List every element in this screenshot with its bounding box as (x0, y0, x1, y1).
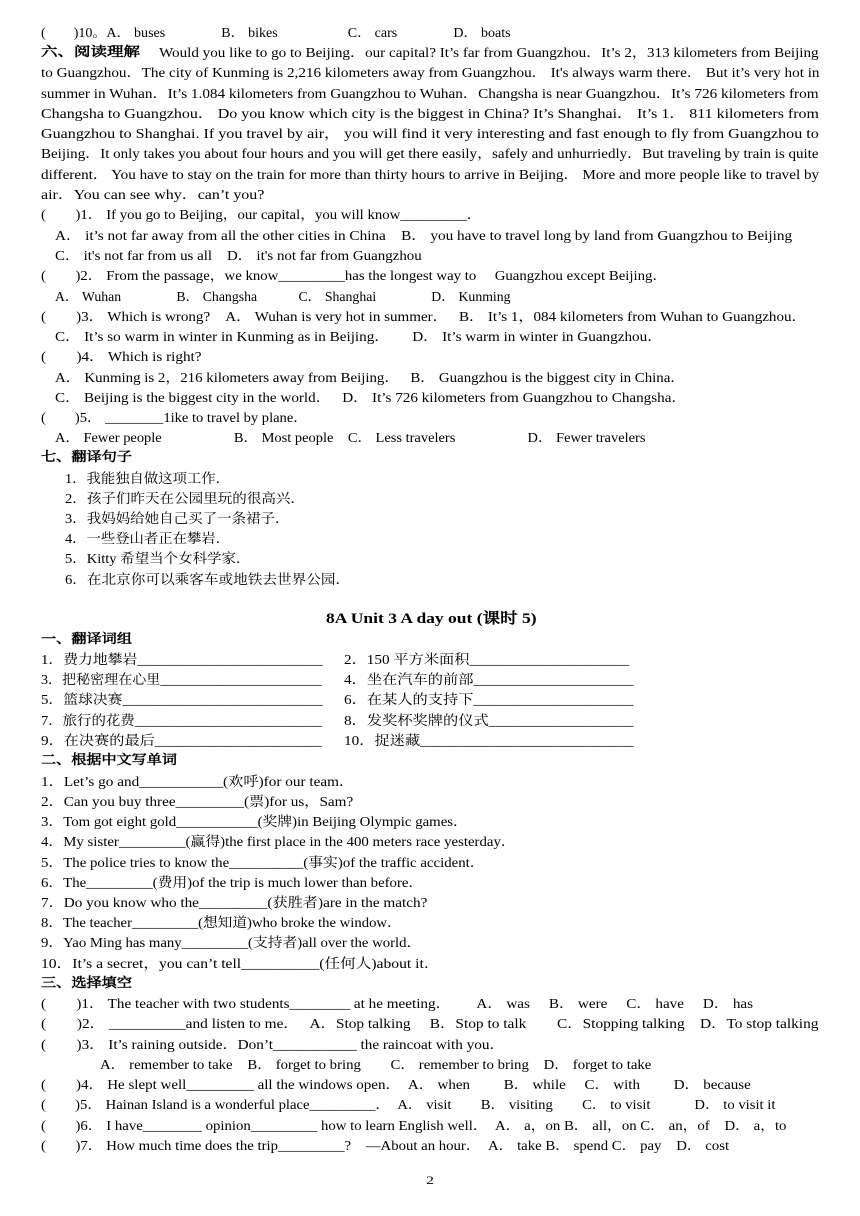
reading-q5-options: A． Fewer people B． Most people C． Less travelers D． Fewer travelers (55, 430, 646, 445)
part-1-heading: 一、翻译词组 (41, 632, 133, 647)
phrase-3: 3．把秘密理在心里_______________________ (41, 672, 322, 687)
reading-question-2: ( )2． From the passage，we know_________has the longest way to Guangzhou except Beijing． (41, 268, 668, 283)
unit-title: 8A Unit 3 A day out (课时 5) (326, 611, 537, 627)
translate-sentence-1: 1．我能独自做这项工作． (65, 471, 230, 486)
phrase-10: 10．捉迷藏____________________________ (344, 733, 634, 748)
phrase-1: 1．费力地攀岩_________________________ (41, 652, 323, 667)
passage-line-7: different． You have to stay on the train for more than thirty hours to arrive in Beijing． More and more people like to travel by (41, 167, 820, 182)
word-fill-3: 3．Tom got eight gold___________(奖牌)in Beijing Olympic games． (41, 814, 468, 829)
word-fill-5: 5．The police tries to know the__________(事实)of the traffic accident． (41, 855, 485, 870)
reading-question-5: ( )5． ________1ike to travel by plane． (41, 410, 308, 425)
translate-sentence-5: 5．Kitty 希望当个女科学家． (65, 551, 251, 566)
choice-question-1: ( )1． The teacher with two students________ at he meeting． A． was B． were C． have D． has (41, 996, 754, 1011)
choice-question-7: ( )7． How much time does the trip_________? —About an hour． A． take B． spend C． pay D． cost (41, 1138, 730, 1153)
q10-options-line: ( )10。A． buses B． bikes C． cars D． boats (41, 25, 511, 40)
passage-line-6: Beijing．It only takes you about four hours and you will get there easily，safely and unhurriedly．But traveling by train is quite (41, 146, 819, 161)
passage-line-4: Changsha to Guangzhou． Do you know which city is the biggest in China? It’s Shanghai． It’s 1． 811 kilometers from (41, 106, 819, 121)
reading-question-3: ( )3． Which is wrong? A． Wuhan is very hot in summer． B． It’s 1，084 kilometers from Wuhan to Guangzhou． (41, 309, 807, 324)
word-fill-8: 8．The teacher_________(想知道)who broke the window． (41, 915, 402, 930)
reading-q4-options-ab: A． Kunming is 2，216 kilometers away from Beijing． B． Guangzhou is the biggest city in China． (55, 370, 686, 385)
reading-q2-options: A． Wuhan B． Changsha C． Shanghai D． Kunming (55, 289, 511, 304)
phrase-7: 7．旅行的花费__________________________ (41, 713, 323, 728)
phrase-4: 4．坐在汽车的前部_____________________ (344, 672, 634, 687)
reading-q3-options-cd: C． It’s so warm in winter in Kunming as in Beijing． D． It’s warm in winter in Guangzhou． (55, 329, 663, 344)
phrase-2: 2．150 平方米面积_____________________ (344, 652, 630, 667)
passage-line-1: Would you like to go to Beijing．our capital? It’s far from Guangzhou．It’s 2，313 kilometers from Beijing (159, 45, 819, 60)
passage-line-2: to Guangzhou．The city of Kunming is 2,216 kilometers away from Guangzhou． It's always warm there． But it’s very hot in (41, 65, 820, 80)
section-7-heading: 七、翻译句子 (41, 450, 133, 465)
part-2-heading: 二、根据中文写单词 (41, 753, 178, 768)
word-fill-10: 10．It’s a secret，you can’t tell__________(任何人)about it． (41, 956, 440, 971)
reading-q1-options-ab: A． it’s not far away from all the other cities in China B． you have to travel long by land from Guangzhou to Beijing (55, 228, 793, 243)
choice-q3-options: A． remember to take B． forget to bring C． remember to bring D． forget to take (100, 1057, 652, 1072)
translate-sentence-6: 6．在北京你可以乘客车或地铁去世界公园． (65, 572, 351, 587)
phrase-5: 5．篮球决赛___________________________ (41, 692, 323, 707)
passage-line-3: summer in Wuhan．It’s 1.084 kilometers from Guangzhou to Wuhan．Changsha is near Guangzhou．It’s 726 kilometers from (41, 86, 819, 101)
reading-q4-options-cd: C． Beijing is the biggest city in the world． D． It’s 726 kilometers from Guangzhou to Changsha． (55, 390, 687, 405)
phrase-6: 6．在某人的支持下_____________________ (344, 692, 634, 707)
translate-sentence-3: 3．我妈妈给她自己买了一条裙子． (65, 511, 290, 526)
choice-question-6: ( )6． I have________ opinion_________ how to learn English well． A． a，on B． all，on C． an，of D． a，to (41, 1118, 787, 1133)
choice-question-3: ( )3． It’s raining outside．Don’t___________ the raincoat with you． (41, 1037, 505, 1052)
page-number: 2 (426, 1173, 434, 1187)
reading-question-1: ( )1． If you go to Beijing，our capital，you will know_________． (41, 207, 482, 222)
section-6-heading: 六、阅读理解 (41, 45, 141, 60)
reading-q1-options-cd: C． it's not far from us all D． it's not far from Guangzhou (55, 248, 422, 263)
translate-sentence-4: 4．一些登山者正在攀岩． (65, 531, 230, 546)
part-3-heading: 三、选择填空 (41, 976, 133, 991)
word-fill-4: 4．My sister_________(赢得)the first place in the 400 meters race yesterday． (41, 834, 516, 849)
word-fill-6: 6．The_________(费用)of the trip is much lower than before． (41, 875, 424, 890)
choice-question-5: ( )5． Hainan Island is a wonderful place_________． A． visit B． visiting C． to visit D． to visit it (41, 1097, 776, 1112)
word-fill-1: 1．Let’s go and___________(欢呼)for our team． (41, 774, 355, 789)
passage-line-5: Guangzhou to Shanghai. If you travel by air， you will find it very interesting and fast enough to fly from Guangzhou to (41, 126, 819, 141)
choice-question-4: ( )4． He slept well_________ all the windows open． A． when B． while C． with D． because (41, 1077, 751, 1092)
word-fill-9: 9．Yao Ming has many_________(支持者)all over the world． (41, 935, 422, 950)
translate-sentence-2: 2．孩子们昨天在公园里玩的很高兴． (65, 491, 305, 506)
passage-line-8: air．You can see why．can’t you? (41, 187, 265, 202)
word-fill-7: 7．Do you know who the_________(获胜者)are in the match? (41, 895, 428, 910)
word-fill-2: 2．Can you buy three_________(票)for us，Sam? (41, 794, 354, 809)
phrase-9: 9．在决赛的最后______________________ (41, 733, 322, 748)
phrase-8: 8．发奖杯奖牌的仪式___________________ (344, 713, 634, 728)
choice-question-2: ( )2． __________and listen to me． A．Stop talking B．Stop to talk C．Stopping talking D．To stop talking (41, 1016, 819, 1031)
reading-question-4: ( )4． Which is right? (41, 349, 202, 364)
